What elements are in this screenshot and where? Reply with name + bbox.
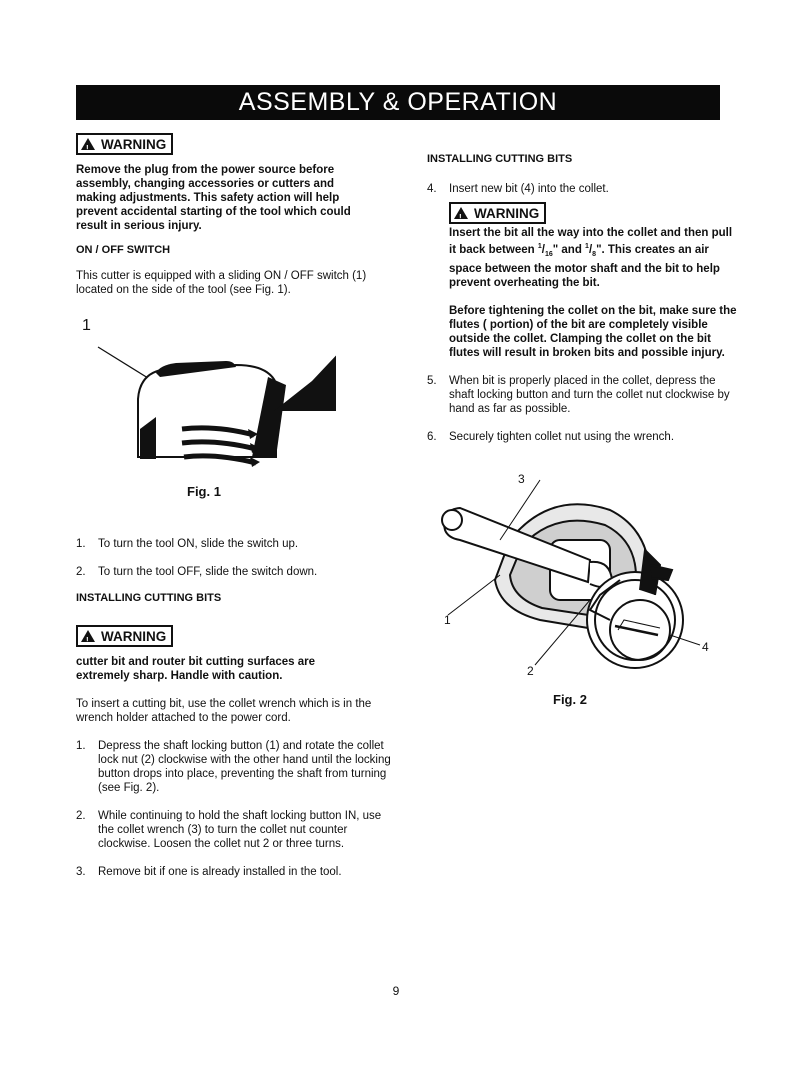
list-item <box>427 374 737 416</box>
warning-triangle-icon <box>81 138 95 150</box>
list-number: 6. <box>427 431 437 444</box>
fig1-label: Fig. 1 <box>187 484 221 499</box>
onoff-heading: ON / OFF SWITCH <box>76 244 171 256</box>
fraction-2-denominator: 8 <box>592 251 597 259</box>
list-text: To turn the tool OFF, slide the switch down. <box>98 566 318 578</box>
warning-box-1 <box>76 133 173 155</box>
right-column <box>427 152 737 444</box>
fraction-1-unit: " <box>552 243 559 256</box>
warning-3-text: Insert the bit all the way into the collet and then pull it back between $^1/_{16}$" and $^1/_8$". This creates an air space between the motor shaft and the bit to help prevent overheating the bit. <box>449 227 733 290</box>
list-text: Depress the shaft locking button (1) and rotate the collet lock nut (2) clockwise with the other hand until the locking button drops into place, preventing the shaft from turning (see Fig. 2). <box>98 740 391 794</box>
warning-label: WARNING <box>101 137 167 152</box>
fig2-callout-4: 4 <box>702 640 709 654</box>
warning-3-and: and <box>558 243 586 256</box>
list-text: Securely tighten collet nut using the wrench. <box>449 431 675 444</box>
list-number: 1. <box>76 538 86 550</box>
list-number: 4. <box>427 183 437 195</box>
fraction-1-numerator: 1 <box>537 243 542 250</box>
warning-2-text: cutter bit and router bit cutting surfaces are extremely sharp. Handle with caution. <box>76 656 315 682</box>
installing-heading-left: INSTALLING CUTTING BITS <box>76 592 222 604</box>
list-text: Remove bit if one is already installed in the tool. <box>98 866 342 878</box>
fig2-callout-3: 3 <box>518 472 525 486</box>
insert-text: To insert a cutting bit, use the collet wrench which is in the wrench holder attached to the power cord. <box>76 698 372 724</box>
list-number: 5. <box>427 375 437 388</box>
list-item <box>76 565 396 579</box>
fig2-label: Fig. 2 <box>553 692 587 707</box>
installing-heading-right: INSTALLING CUTTING BITS <box>427 153 573 165</box>
warning-3-text-2: Before tightening the collet on the bit, make sure the flutes ( portion) of the bit are completely visible outside the collet. Clamping the collet on the bit flutes will result in broken bits and possible injury. <box>449 305 737 360</box>
page-number: 9 <box>392 984 400 998</box>
warning-box-2 <box>76 625 173 647</box>
list-item <box>427 430 737 444</box>
list-text: Insert new bit (4) into the collet. <box>449 183 609 195</box>
list-item <box>76 739 396 795</box>
warning-3-pre: Insert the bit all the way into the collet and then pull it back between <box>449 227 733 256</box>
fig2-callout-2: 2 <box>527 664 534 678</box>
warning-triangle-icon <box>454 207 468 219</box>
list-item <box>427 182 737 196</box>
onoff-text: This cutter is equipped with a sliding ON / OFF switch (1) located on the side of the tool (see Fig. 1). <box>76 270 367 296</box>
list-item <box>76 537 396 551</box>
fraction-2-unit: " <box>596 243 602 256</box>
fraction-1-denominator: 16 <box>544 251 553 259</box>
warning-label: WARNING <box>474 206 540 221</box>
list-item <box>76 865 396 879</box>
list-text: To turn the tool ON, slide the switch up. <box>98 538 299 550</box>
warning-box-3 <box>449 202 546 224</box>
warning-3-post: . This creates an air space between the motor shaft and the bit to help prevent overheating the bit. <box>449 243 720 290</box>
left-column <box>76 133 396 879</box>
list-text: When bit is properly placed in the collet, depress the shaft locking button and turn the collet nut clockwise by hand as far as possible. <box>449 375 730 416</box>
list-number: 2. <box>76 566 86 578</box>
list-item <box>76 809 396 851</box>
switch-illustration <box>76 307 336 507</box>
figure-2 <box>440 470 730 700</box>
collet-wrench-illustration <box>440 470 730 700</box>
warning-label: WARNING <box>101 629 167 644</box>
figure-1 <box>76 307 396 507</box>
fig1-callout-1: 1 <box>82 317 91 334</box>
list-number: 1. <box>76 740 86 752</box>
page-title: ASSEMBLY & OPERATION <box>238 88 558 116</box>
page-title-banner <box>76 85 720 120</box>
list-text: While continuing to hold the shaft locking button IN, use the collet wrench (3) to turn the collet nut counter clockwise. Loosen the collet nut 2 or three turns. <box>98 810 382 850</box>
warning-triangle-icon <box>81 630 95 642</box>
warning-1-text: Remove the plug from the power source before assembly, changing accessories or cutters and making adjustments. This safety action will help prevent accidental starting of the tool which could result in serious injury. <box>76 164 351 232</box>
list-number: 2. <box>76 810 86 822</box>
fig2-callout-1: 1 <box>444 613 451 627</box>
list-number: 3. <box>76 866 86 878</box>
fraction-2-numerator: 1 <box>585 243 589 250</box>
